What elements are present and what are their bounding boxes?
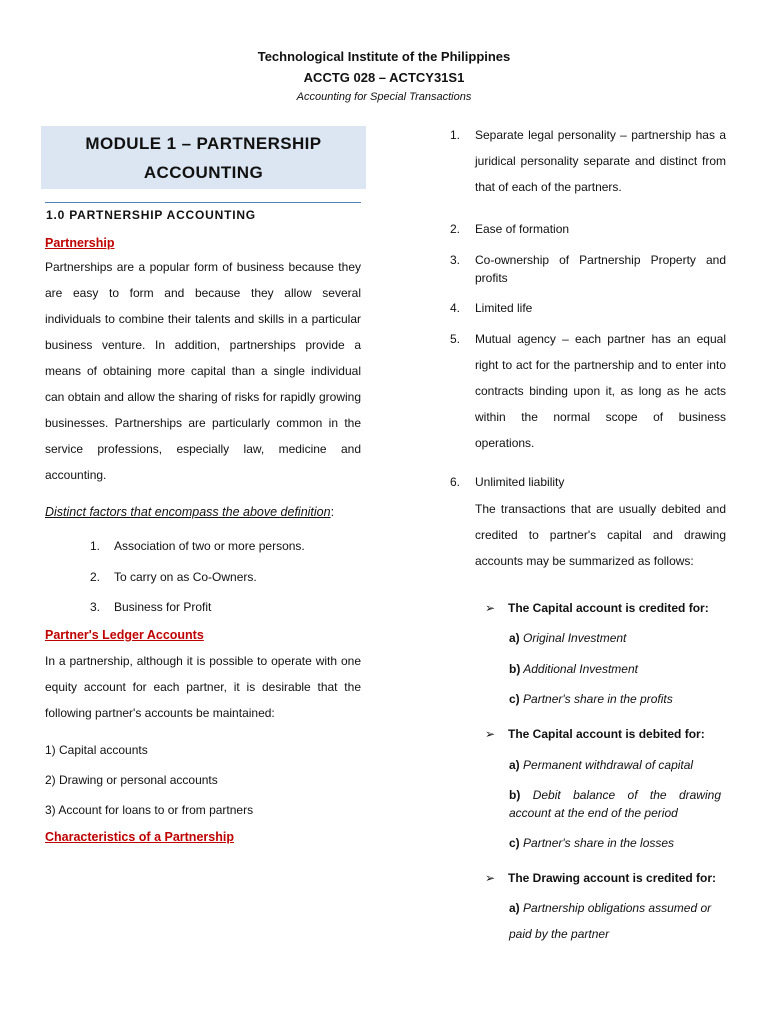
- characteristic-item: 5. Mutual agency – each partner has an equal right to act for the partnership and to enter into contracts binding upon it, as long as he acts within the normal scope of business operations.: [450, 332, 726, 450]
- module-title-line1: MODULE 1 – PARTNERSHIP: [85, 133, 322, 153]
- characteristic-item: 1. Separate legal personality – partnership has a juridical personality separate and distinct from that of each of the partners.: [450, 128, 726, 194]
- list-item: c) Partner's share in the losses: [509, 836, 675, 850]
- arrow-bullet-icon: ➢: [485, 727, 496, 741]
- characteristic-item: 4. Limited life: [450, 301, 533, 315]
- institution-name: Technological Institute of the Philippines: [257, 49, 511, 64]
- ledger-heading: Partner's Ledger Accounts: [45, 628, 204, 642]
- distinct-factors-text: Distinct factors that encompass the above definition: [45, 505, 331, 519]
- course-code: ACCTG 028 – ACTCY31S1: [303, 70, 465, 85]
- characteristic-item: 3. Co-ownership of Partnership Property and profits: [450, 253, 726, 285]
- list-item: a) Permanent withdrawal of capital: [509, 758, 694, 772]
- capital-credited-heading: ➢ The Capital account is credited for:: [485, 601, 709, 615]
- module-title-box: [41, 126, 366, 189]
- list-item: a) Original Investment: [509, 631, 627, 645]
- list-item: 1. Association of two or more persons.: [90, 539, 305, 553]
- distinct-factors-list: [90, 537, 362, 616]
- partnership-heading: Partnership: [45, 236, 115, 250]
- ledger-paragraph: In a partnership, although it is possible to operate with one equity account for each partner, it is desirable that the following partner's accounts be maintained:: [45, 654, 361, 720]
- arrow-bullet-icon: ➢: [485, 601, 496, 615]
- section-heading: 1.0 PARTNERSHIP ACCOUNTING: [46, 208, 256, 222]
- list-item: b) Additional Investment: [509, 662, 638, 676]
- left-column: [40, 126, 362, 844]
- document-header: [0, 46, 768, 106]
- list-item: 2. To carry on as Co-Owners.: [90, 570, 257, 584]
- right-column: [450, 126, 726, 947]
- list-item: b) Debit balance of the drawing account at the end of the period: [509, 788, 721, 820]
- title-divider: [45, 202, 361, 203]
- characteristic-item: 2. Ease of formation: [450, 222, 570, 236]
- course-title: Accounting for Special Transactions: [296, 91, 472, 103]
- transactions-paragraph: The transactions that are usually debited and credited to partner's capital and drawing accounts may be summarized as follows:: [475, 502, 726, 568]
- module-title-line2: ACCOUNTING: [143, 162, 264, 182]
- list-item: a) Partnership obligations assumed or paid by the partner: [509, 901, 712, 941]
- drawing-credited-heading: ➢ The Drawing account is credited for:: [485, 871, 717, 885]
- distinct-factors-lead: [45, 502, 361, 522]
- list-item: 3. Business for Profit: [90, 600, 212, 614]
- distinct-factors-colon: :: [330, 505, 335, 519]
- characteristic-item: 6. Unlimited liability: [450, 475, 565, 489]
- arrow-bullet-icon: ➢: [485, 871, 496, 885]
- list-item: c) Partner's share in the profits: [509, 692, 673, 706]
- ledger-item-capital: 1) Capital accounts: [45, 743, 148, 757]
- capital-debited-heading: ➢ The Capital account is debited for:: [485, 727, 705, 741]
- characteristics-heading: Characteristics of a Partnership: [45, 830, 234, 844]
- partnership-paragraph: Partnerships are a popular form of business because they are easy to form and because they allow several individuals to combine their talents and skills in a particular business venture. In addition, partnerships provide a means of obtaining more capital than a single individual can obtain and allow the sharing of risks for rapidly growing businesses. Partnerships are particularly common in the service professions, especially law, medicine and accounting.: [45, 260, 361, 482]
- ledger-item-drawing: 2) Drawing or personal accounts: [45, 773, 218, 787]
- ledger-item-loans: 3) Account for loans to or from partners: [45, 803, 254, 817]
